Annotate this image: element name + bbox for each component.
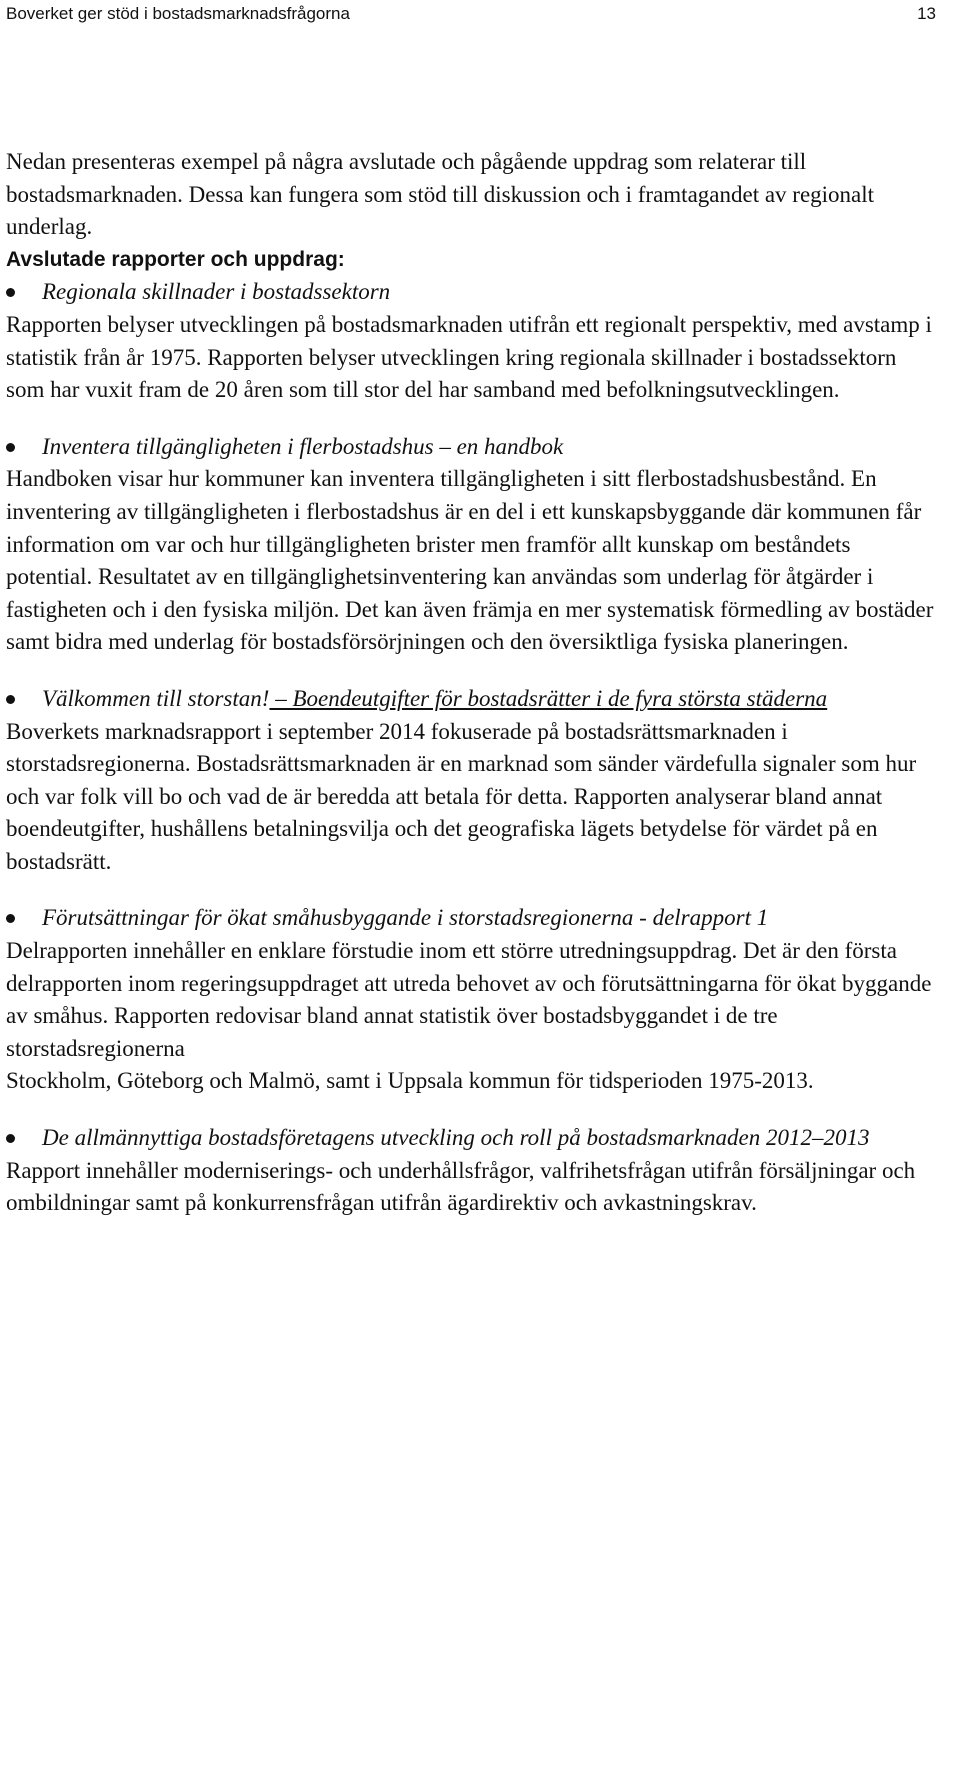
item-title xyxy=(6,276,936,309)
item-body: Boverkets marknadsrapport i september 2014 fokuserade på bostadsrättsmarknaden i storstadsregionerna. Bostadsrättsmarknaden är en marknad som sänder värdefulla signaler som hur och var folk vill bo och vad de är beredda att betala för detta. Rapporten analyserar bland annat boendeutgifter, hushållens betalningsvilja och det geografiska lägets betydelse för värdet på en bostadsrätt. xyxy=(6,718,917,874)
item-title-text: Inventera tillgängligheten i flerbostadshus – en handbok xyxy=(42,433,564,459)
item-title-text: Regionala skillnader i bostadssektorn xyxy=(42,279,391,305)
item-body: Handboken visar hur kommuner kan inventera tillgängligheten i sitt flerbostadshusbestånd. En inventering av tillgängligheten i flerbostadshus är en del i ett kunskapsbyggande där kommunen får information om var och hur tillgängligheten brister men framför allt kunskap om beståndets potential. Resultatet av en tillgänglighetsinventering kan användas som underlag för åtgärder i fastigheten och i den fysiska miljön. Det kan även främja en mer systematisk förmedling av bostäder samt bidra med underlag för bostadsförsörjningen och den översiktliga fysiska planeringen. xyxy=(6,466,934,655)
item-body: Delrapporten innehåller en enklare förstudie inom ett större utredningsuppdrag. Det är den första delrapporten inom regeringsuppdraget att utreda behovet av och förutsättningarna för ökat byggande av småhus. Rapporten redovisar bland annat statistik över bostadsbyggandet i de tre storstadsregionerna xyxy=(6,938,932,1061)
item-title xyxy=(6,683,936,716)
list-item xyxy=(6,902,936,1098)
page-header xyxy=(6,2,936,30)
list-item xyxy=(6,276,936,406)
running-title: Boverket ger stöd i bostadsmarknadsfrågorna xyxy=(6,4,350,23)
section-heading: Avslutade rapporter och uppdrag: xyxy=(6,247,345,271)
bullet-icon xyxy=(6,1134,15,1143)
list-item xyxy=(6,683,936,879)
item-title-text: De allmännyttiga bostadsföretagens utveckling och roll på bostadsmarknaden 2012–2013 xyxy=(42,1125,870,1151)
item-body: Rapporten belyser utvecklingen på bostadsmarknaden utifrån ett regionalt perspektiv, med avstamp i statistik från år 1975. Rapporten belyser utvecklingen kring regionala skillnader i bostadssektorn som har vuxit fram de 20 åren som till stor del har samband med befolkningsutvecklingen. xyxy=(6,311,932,403)
list-item xyxy=(6,431,936,659)
bullet-icon xyxy=(6,695,15,704)
item-title xyxy=(6,431,936,464)
item-title-link[interactable]: – Boendeutgifter för bostadsrätter i de fyra största städerna xyxy=(269,685,828,711)
item-body: Rapport innehåller moderniserings- och underhållsfrågor, valfrihetsfrågan utifrån försäljningar och ombildningar samt på konkurrensfrågan utifrån ägardirektiv och avkastningskrav. xyxy=(6,1157,916,1216)
item-title xyxy=(6,902,936,935)
intro-paragraph: Nedan presenteras exempel på några avslutade och pågående uppdrag som relaterar till bostadsmarknaden. Dessa kan fungera som stöd till diskussion och i framtagandet av regionalt underlag. xyxy=(6,149,875,240)
bullet-icon xyxy=(6,914,15,923)
bullet-icon xyxy=(6,288,15,297)
item-title-text: Välkommen till storstan! xyxy=(42,685,270,711)
item-title xyxy=(6,1122,936,1155)
bullet-icon xyxy=(6,443,15,452)
item-body-continued: Stockholm, Göteborg och Malmö, samt i Uppsala kommun för tidsperioden 1975-2013. xyxy=(6,1068,814,1094)
page-number: 13 xyxy=(917,4,936,23)
item-title-text: Förutsättningar för ökat småhusbyggande i storstadsregionerna - delrapport 1 xyxy=(42,905,769,931)
list-item xyxy=(6,1122,936,1220)
page-content xyxy=(6,146,936,1220)
